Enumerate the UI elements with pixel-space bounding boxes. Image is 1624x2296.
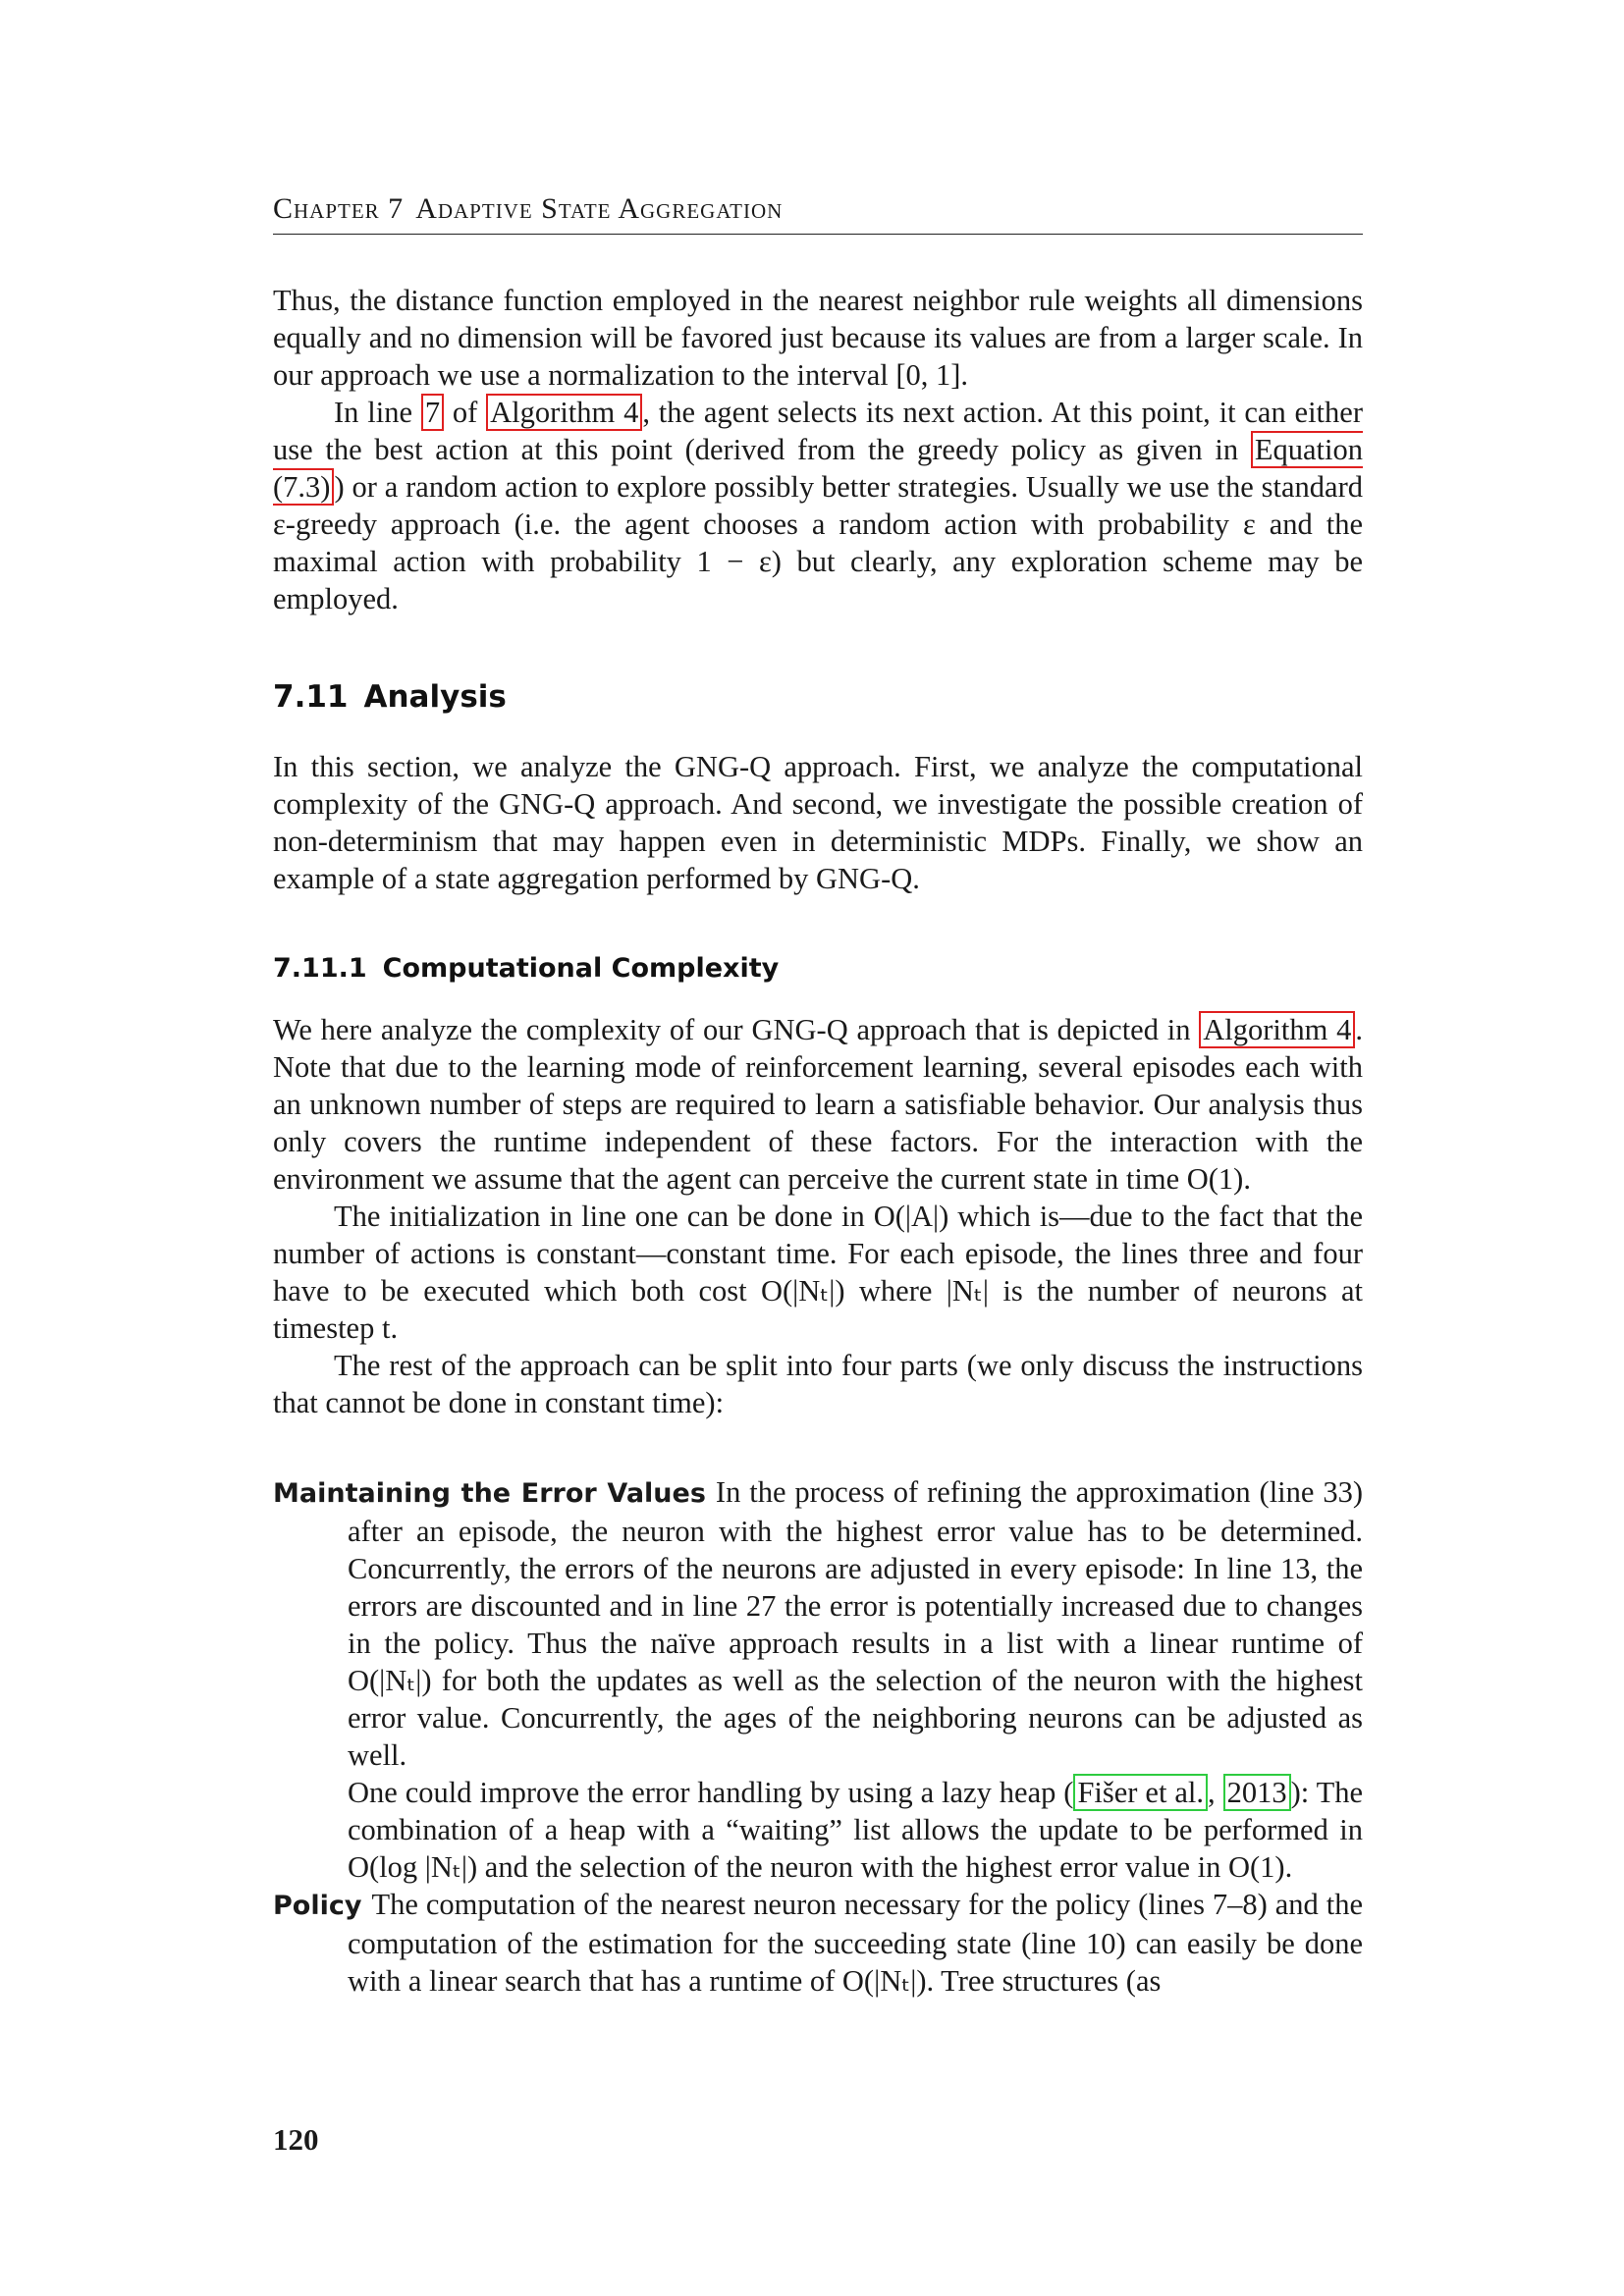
- paragraph: Thus, the distance function employed in the nearest neighbor rule weights all dimensions equally and no dimension will be favored just because its values are from a larger scale. In our approach we use a normalization to the interval [0, 1].: [273, 284, 1363, 392]
- page-number: 120: [273, 2122, 319, 2157]
- list-item: Policy The computation of the nearest neuron necessary for the policy (lines 7–8) and the computation of the estimation for the succeeding state (line 10) can easily be done with a linear search that has a runtime of O(|Nₜ|). Tree structures (as: [273, 1888, 1363, 1998]
- citation-year-link[interactable]: 2013: [1223, 1774, 1291, 1811]
- paragraph: The initialization in line one can be done in O(|A|) which is—due to the fact that the number of actions is constant—constant time. For each episode, the lines three and four have to be executed which both cost O(|Nₜ|) where |Nₜ| is the number of neurons at timestep t.: [273, 1200, 1363, 1345]
- subsection-heading: 7.11.1 Computational Complexity: [273, 953, 780, 984]
- line-ref-link[interactable]: 7: [421, 394, 444, 431]
- section-text: [273, 748, 1363, 897]
- algorithm-ref-link[interactable]: Algorithm 4: [1199, 1011, 1355, 1048]
- paragraph: In this section, we analyze the GNG-Q approach. First, we analyze the computational complexity of the GNG-Q approach. And second, we investigate the possible creation of non-determinism that may happen even in deterministic MDPs. Finally, we show an example of a state aggregation performed by GNG-Q.: [273, 750, 1363, 895]
- equation-ref-link[interactable]: Equation (7.3): [273, 433, 1363, 504]
- section-heading: 7.11 Analysis: [273, 679, 507, 715]
- subsection-text: [273, 1011, 1363, 1421]
- paragraph: In line 7 of Algorithm 4 , the agent selects its next action. At this point, it can either use the best action at this point (derived from the greedy policy as given in Equation (7.3) ) or a random action to explore possibly better strategies. Usually we use the standard ε-greedy approach (i.e. the agent chooses a random action with probability ε and the maximal action with probability 1 − ε) but clearly, any exploration scheme may be employed.: [273, 396, 1363, 615]
- chapter-title: Adaptive State Aggregation: [415, 192, 784, 225]
- description-list: [273, 1473, 1363, 2000]
- list-item: Maintaining the Error Values In the process of refining the approximation (line 33) after an episode, the neuron with the highest error value has to be determined. Concurrently, the errors of the neurons are adjusted in every episode: In line 13, the errors are discounted and in line 27 the error is potentially increased due to changes in the policy. Thus the naïve approach results in a list with a linear runtime of O(|Nₜ|) for both the updates as well as the selection of the neuron with the highest error value. Concurrently, the ages of the neighboring neurons can be adjusted as well.: [273, 1475, 1363, 1772]
- algorithm-ref-link[interactable]: Algorithm 4: [486, 394, 642, 431]
- chapter-label: Chapter 7: [273, 192, 405, 225]
- paragraph: The rest of the approach can be split into four parts (we only discuss the instructions that cannot be done in constant time):: [273, 1349, 1363, 1419]
- running-header: [273, 192, 1363, 235]
- item-term: Policy: [273, 1891, 362, 1921]
- citation-author-link[interactable]: Fišer et al.: [1073, 1774, 1208, 1811]
- item-term: Maintaining the Error Values: [273, 1478, 706, 1509]
- paragraph: We here analyze the complexity of our GNG-Q approach that is depicted in Algorithm 4 . Note that due to the learning mode of reinforcement learning, several episodes each with an unknown number of steps are required to learn a satisfiable behavior. Our analysis thus only covers the runtime independent of these factors. For the interaction with the environment we assume that the agent can perceive the current state in time O(1).: [273, 1013, 1363, 1196]
- list-item-continuation: One could improve the error handling by using a lazy heap ( Fišer et al. , 2013 ): The combination of a heap with a “waiting” list allows the update to be performed in O(log |Nₜ|) and the selection of the neuron with the highest error value in O(1).: [348, 1776, 1364, 1884]
- intro-text: [273, 282, 1363, 617]
